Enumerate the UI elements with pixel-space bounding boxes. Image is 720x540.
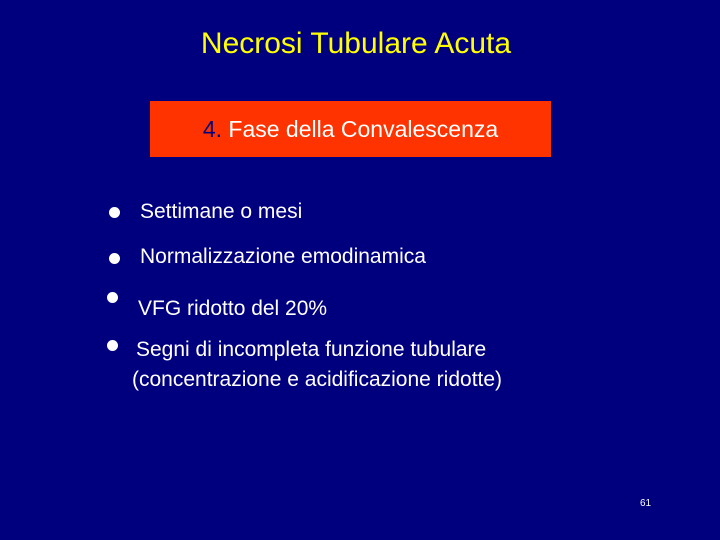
bullet-icon	[109, 253, 120, 264]
bullet-item-4-line-2: (concentrazione e acidificazione ridotte)	[132, 368, 503, 391]
bullet-item-2: Normalizzazione emodinamica	[140, 245, 426, 268]
bullet-icon	[107, 292, 118, 303]
slide-title: Necrosi Tubulare Acuta	[200, 27, 512, 60]
bullet-icon	[107, 340, 118, 351]
bullet-item-1: Settimane o mesi	[140, 200, 303, 223]
section-number: 4.	[202, 115, 222, 142]
bullet-icon	[109, 207, 120, 218]
section-title: Fase della Convalescenza	[228, 115, 499, 142]
bullet-item-3: VFG ridotto del 20%	[138, 297, 328, 320]
bullet-item-4-line-1: Segni di incompleta funzione tubulare	[136, 338, 487, 361]
page-number: 61	[640, 498, 652, 509]
section-header	[150, 101, 551, 157]
